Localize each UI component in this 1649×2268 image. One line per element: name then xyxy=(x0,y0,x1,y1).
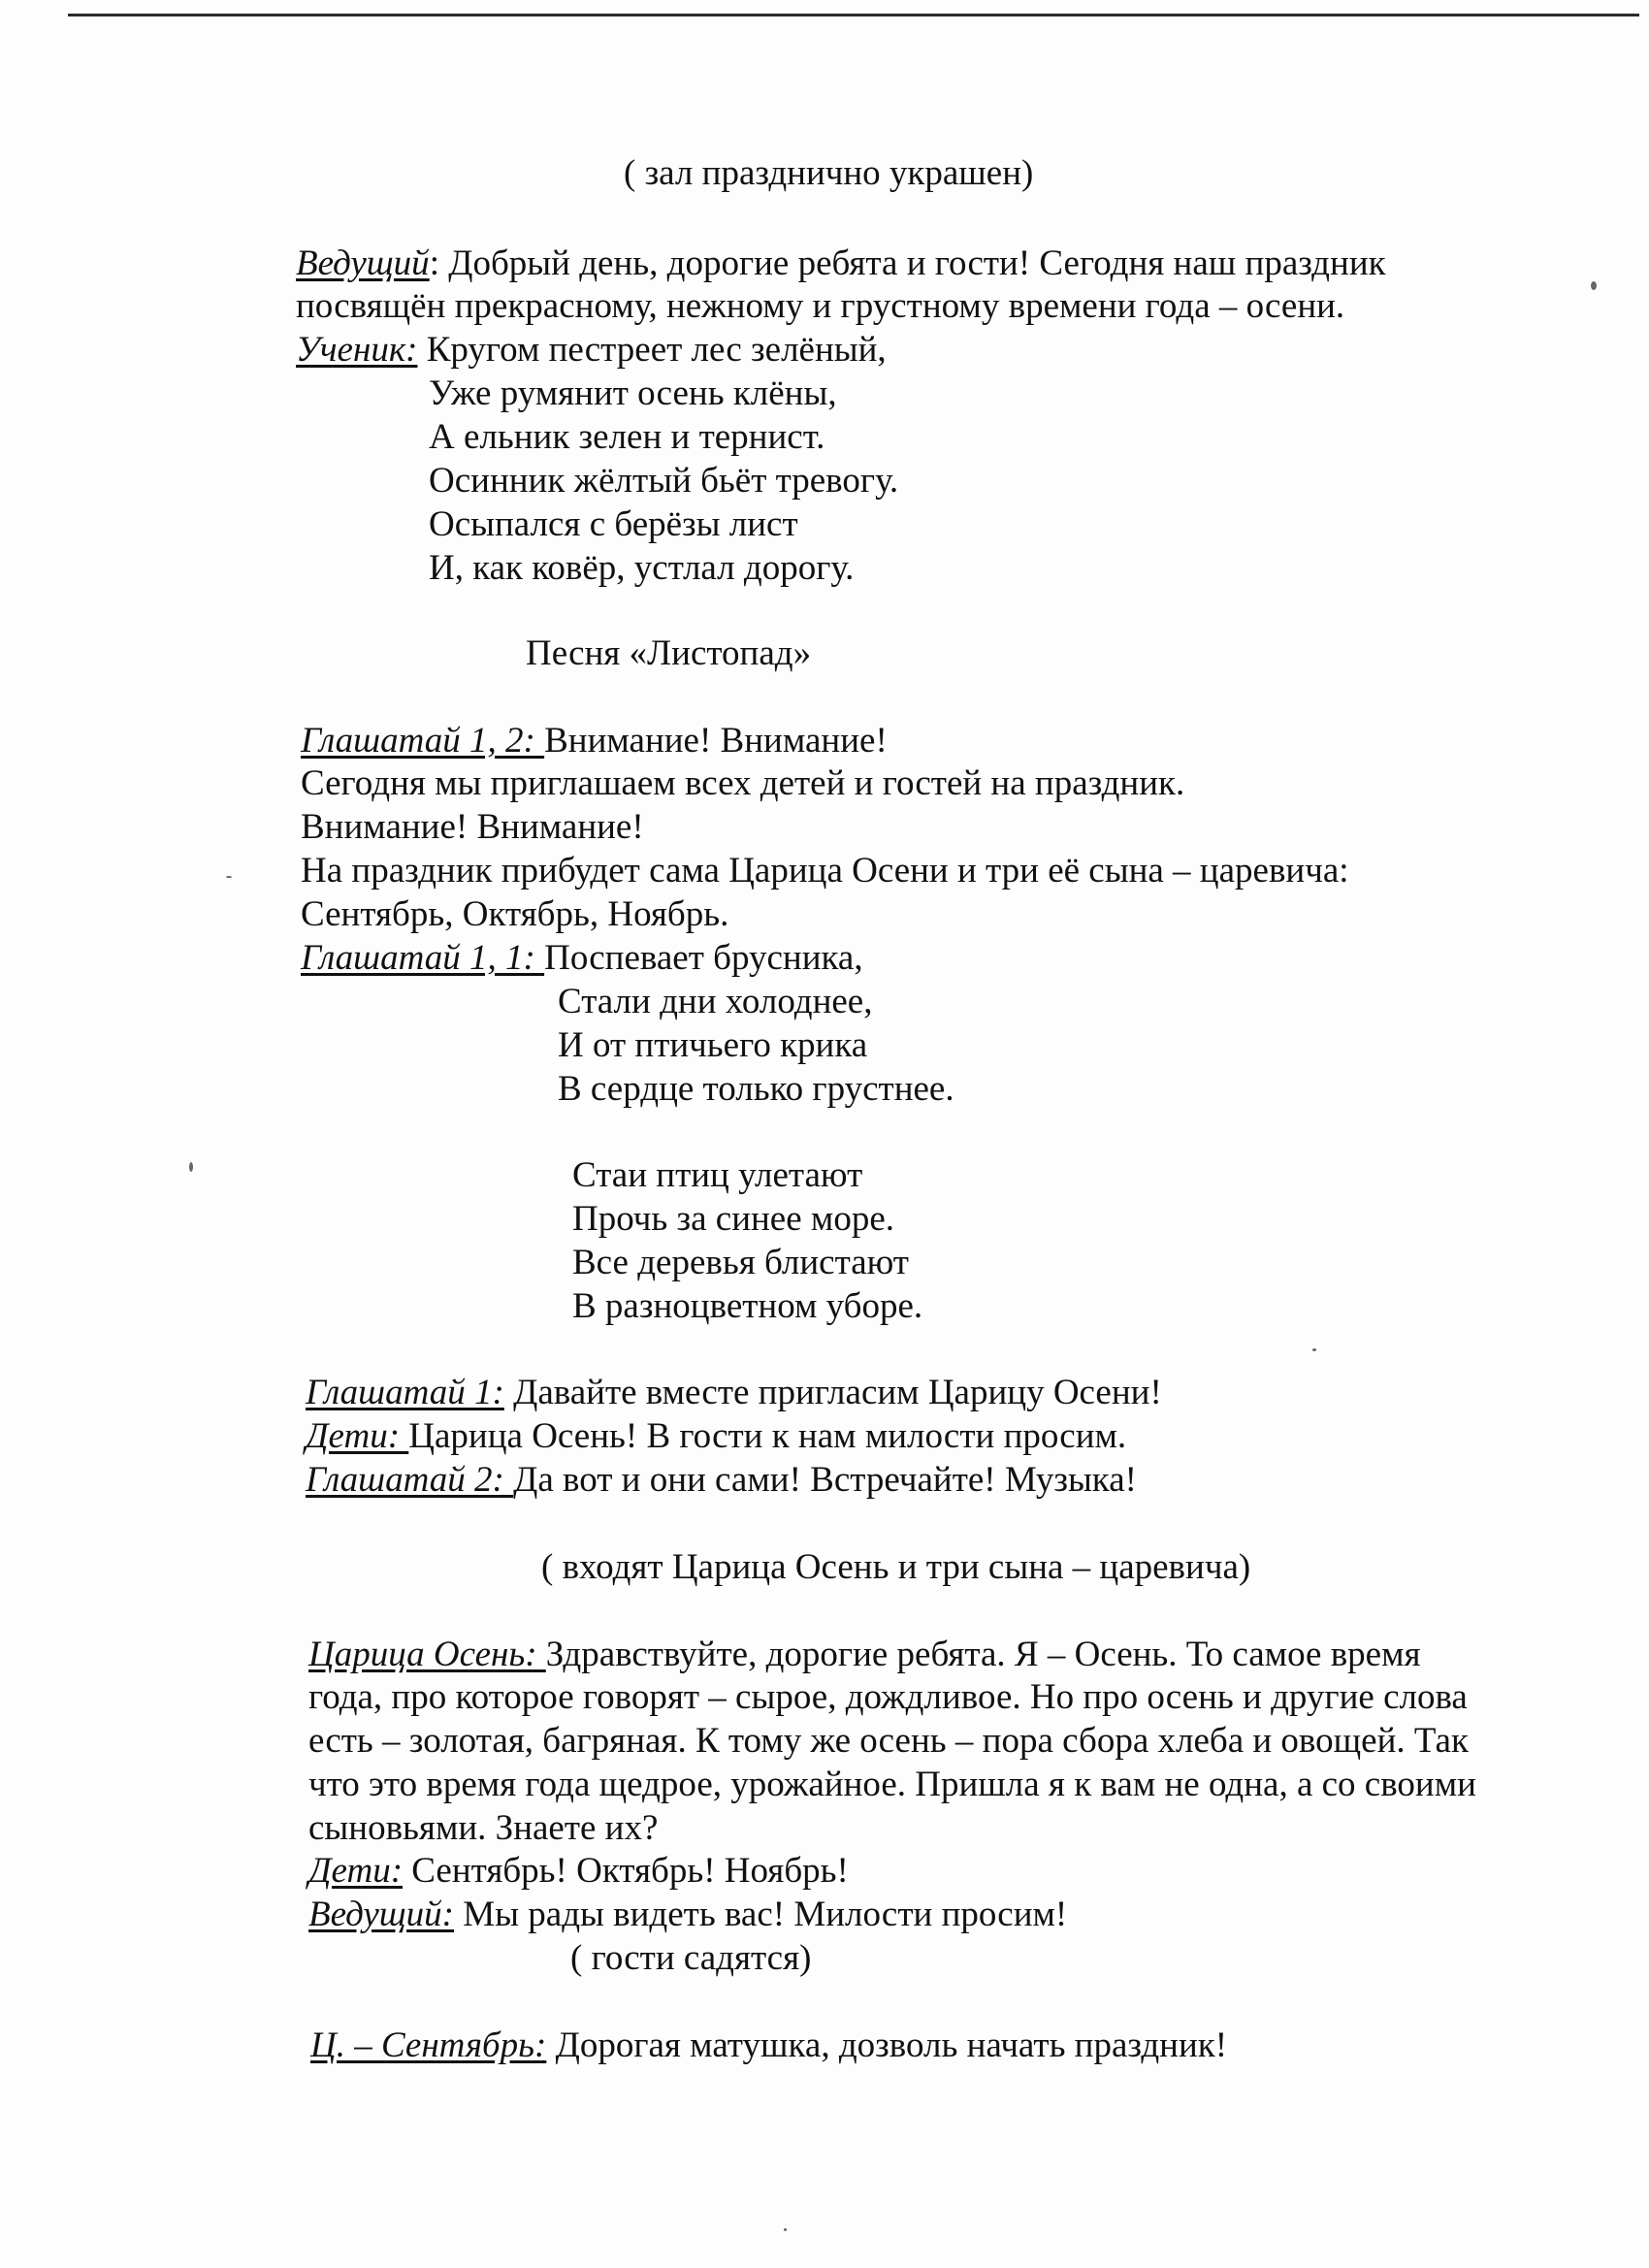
scan-speck xyxy=(1591,281,1597,290)
speech-text: : Добрый день, дорогие ребята и гости! Сегодня наш праздник xyxy=(429,243,1386,283)
verse-line: А ельник зелен и тернист. xyxy=(429,417,825,457)
scan-speck xyxy=(226,876,232,878)
speech-text: Здравствуйте, дорогие ребята. Я – Осень. То самое время xyxy=(545,1635,1421,1674)
dialogue-line xyxy=(296,329,887,372)
dialogue-line xyxy=(296,243,1386,285)
speaker-label: Царица Осень: xyxy=(308,1635,546,1674)
speaker-label: Глашатай 1: xyxy=(306,1373,504,1412)
speech-text: Сентябрь! Октябрь! Ноябрь! xyxy=(403,1851,849,1891)
top-rule xyxy=(68,14,1639,16)
speech-text: сыновьями. Знаете их? xyxy=(308,1808,659,1848)
dialogue-line xyxy=(308,1894,1067,1936)
verse-line: И от птичьего крика xyxy=(558,1025,868,1065)
speech-text: посвящён прекрасному, нежному и грустному времени года – осени. xyxy=(296,286,1345,326)
verse-line: Прочь за синее море. xyxy=(572,1199,894,1239)
speech-text: Дорогая матушка, дозволь начать праздник! xyxy=(546,2025,1228,2065)
scan-speck xyxy=(784,2228,787,2231)
verse-line: Стаи птиц улетают xyxy=(572,1155,863,1195)
dialogue-line xyxy=(301,937,863,980)
speech-text: Сегодня мы приглашаем всех детей и гостей на праздник. xyxy=(301,763,1185,803)
verse-line: Стали дни холоднее, xyxy=(558,982,873,1021)
speech-text: что это время года щедрое, урожайное. Пришла я к вам не одна, а со своими xyxy=(308,1765,1476,1804)
speech-text: Сентябрь, Октябрь, Ноябрь. xyxy=(301,894,729,934)
verse-line: И, как ковёр, устлал дорогу. xyxy=(429,548,855,588)
speaker-label: Дети: xyxy=(306,1416,409,1456)
speech-text: Царица Осень! В гости к нам милости просим. xyxy=(408,1416,1127,1456)
speech-text: Да вот и они сами! Встречайте! Музыка! xyxy=(513,1460,1137,1500)
verse-line: Поспевает брусника, xyxy=(544,938,863,978)
speaker-label: Ц. – Сентябрь: xyxy=(310,2025,547,2065)
speech-text: На праздник прибудет сама Царица Осени и три её сына – царевича: xyxy=(301,851,1349,891)
dialogue-line xyxy=(306,1372,1162,1414)
speech-text: Внимание! Внимание! xyxy=(301,807,644,847)
speaker-label: Ведущий xyxy=(296,243,430,283)
stage-direction: ( входят Царица Осень и три сына – царевича) xyxy=(541,1547,1251,1587)
speaker-label: Ведущий: xyxy=(308,1895,455,1934)
verse-line: В разноцветном уборе. xyxy=(572,1286,923,1326)
verse-line: В сердце только грустнее. xyxy=(558,1069,954,1109)
speaker-label: Глашатай 1, 1: xyxy=(301,938,545,978)
speaker-label: Ученик: xyxy=(296,330,418,370)
dialogue-line xyxy=(306,1415,1126,1458)
speaker-label: Глашатай 2: xyxy=(306,1460,514,1500)
dialogue-line xyxy=(310,2025,1227,2067)
speech-text: есть – золотая, багряная. К тому же осень – пора сбора хлеба и овощей. Так xyxy=(308,1721,1469,1761)
dialogue-line xyxy=(301,720,888,762)
dialogue-line xyxy=(308,1634,1421,1676)
speech-text: Внимание! Внимание! xyxy=(544,721,888,761)
scan-speck xyxy=(189,1162,193,1172)
stage-direction: ( зал празднично украшен) xyxy=(624,153,1034,193)
speech-text: Мы рады видеть вас! Милости просим! xyxy=(454,1895,1068,1934)
dialogue-line xyxy=(308,1850,849,1893)
speaker-label: Глашатай 1, 2: xyxy=(301,721,545,761)
verse-line: Осыпался с берёзы лист xyxy=(429,504,798,544)
stage-direction: ( гости садятся) xyxy=(570,1938,812,1978)
verse-line: Осинник жёлтый бьёт тревогу. xyxy=(429,461,899,501)
speaker-label: Дети: xyxy=(308,1851,404,1891)
verse-line: Кругом пестреет лес зелёный, xyxy=(417,330,887,370)
speech-text: года, про которое говорят – сырое, дождливое. Но про осень и другие слова xyxy=(308,1677,1468,1717)
scan-speck xyxy=(1312,1348,1316,1351)
speech-text: Давайте вместе пригласим Царицу Осени! xyxy=(503,1373,1162,1412)
verse-line: Все деревья блистают xyxy=(572,1243,909,1282)
dialogue-line xyxy=(306,1459,1137,1502)
song-title: Песня «Листопад» xyxy=(526,633,812,673)
verse-line: Уже румянит осень клёны, xyxy=(429,373,837,413)
